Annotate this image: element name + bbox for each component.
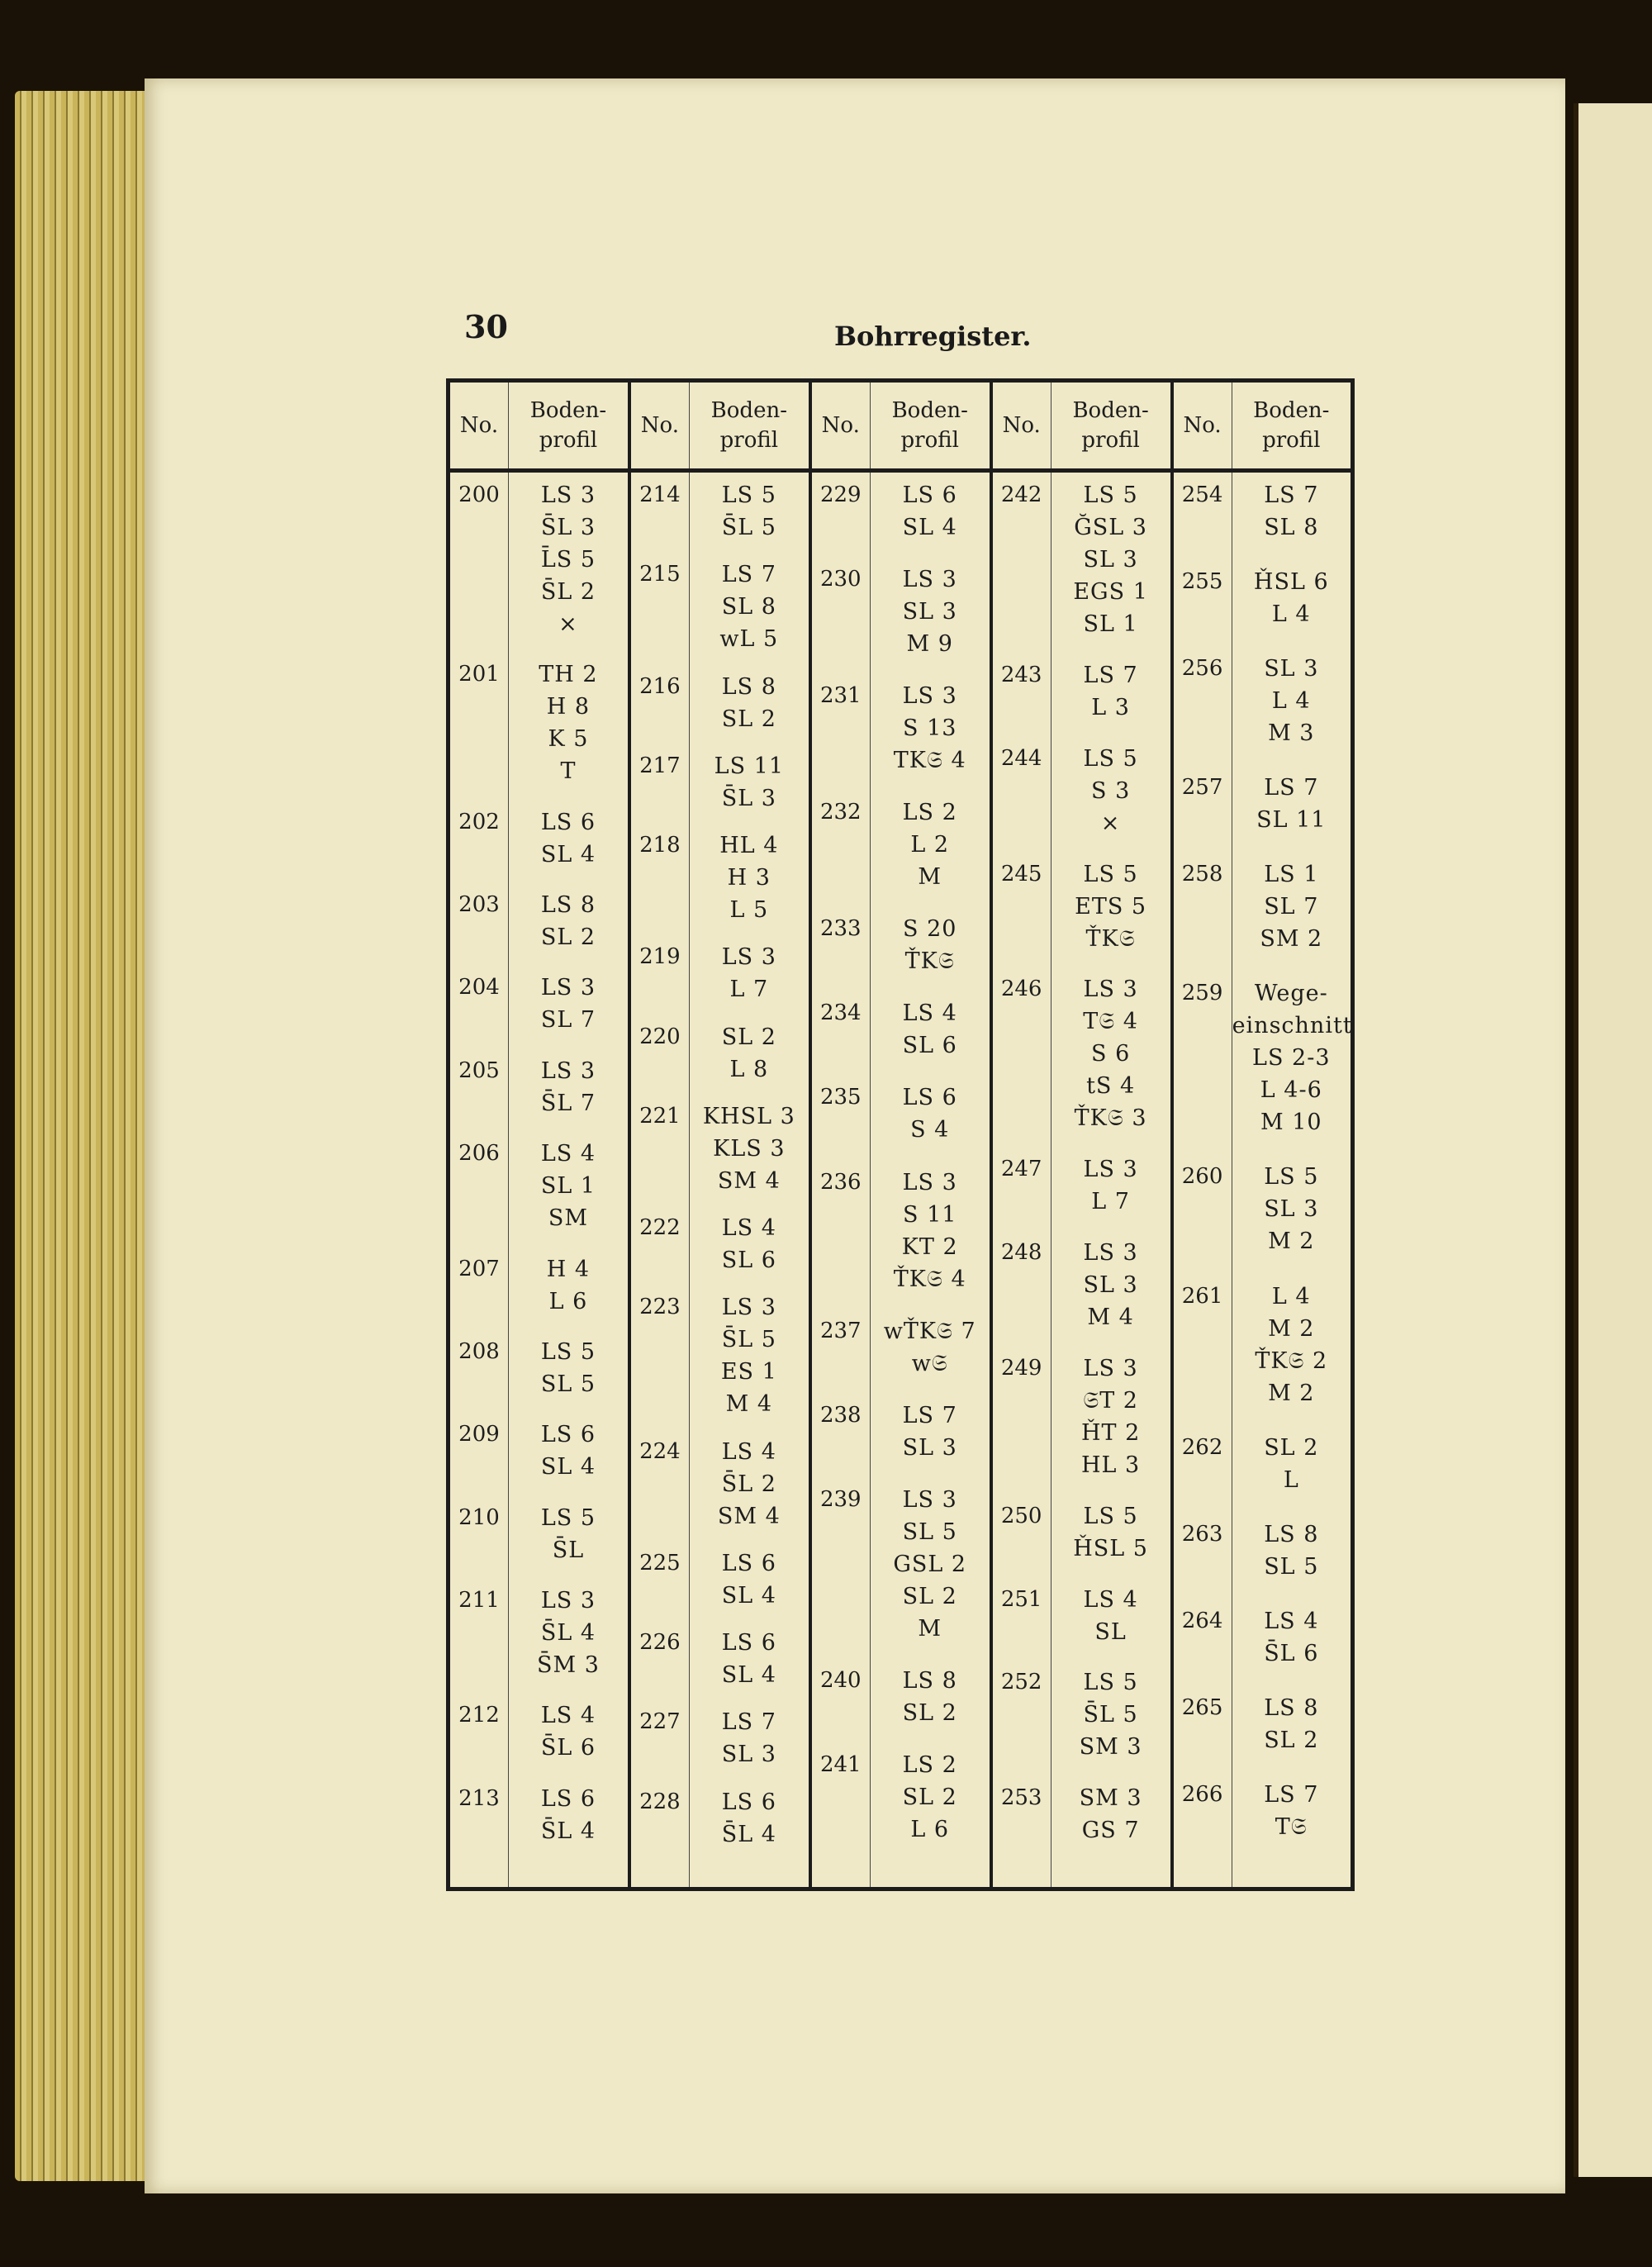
table-header-row [449,381,1353,471]
borehole-number: 259 [1181,981,1223,1006]
soil-layer: SL 3 [902,1434,957,1461]
borehole-number: 235 [819,1085,862,1110]
borehole-number: 216 [639,673,681,699]
soil-layer: M 4 [1087,1305,1134,1330]
borehole-number: 217 [639,753,681,778]
soil-layer: SL 1 [1083,611,1138,637]
soil-layer: S̄L 2 [721,1471,776,1497]
borehole-number: 264 [1181,1608,1223,1633]
soil-layer: LS 6 [540,1785,596,1812]
borehole-number: 248 [1000,1240,1042,1265]
soil-layer: SL 8 [1264,515,1319,540]
soil-layer: M 2 [1268,1315,1315,1342]
soil-layer: EGS 1 [1073,579,1148,605]
borehole-number: 266 [1181,1781,1223,1807]
soil-layer: LS 8 [1264,1521,1319,1547]
borehole-number: 253 [1000,1785,1042,1811]
soil-layer: LS 3 [540,1057,596,1084]
borehole-number: 206 [458,1141,500,1167]
soil-layer: ŤK𝔖 [1085,925,1136,952]
soil-layer: M 2 [1268,1380,1315,1406]
soil-layer: LS 5 [721,482,776,508]
borehole-number: 221 [639,1103,681,1129]
soil-layer: LS 5 [1083,1503,1138,1529]
borehole-number: 224 [639,1438,681,1464]
soil-layer: S̄L 3 [721,785,776,811]
soil-layer: LS 7 [1083,662,1138,688]
soil-layer: LS 5 [1083,482,1138,508]
soil-layer: SL 3 [721,1742,776,1768]
profile-column [1051,471,1171,1889]
soil-layer: M 2 [1268,1229,1315,1255]
soil-layer: T𝔖 [1275,1813,1308,1840]
soil-layer: LS 7 [902,1402,957,1428]
soil-layer: SL 7 [1264,894,1319,920]
soil-layer: LS 7 [721,562,776,588]
soil-layer: LS 6 [721,1550,776,1576]
borehole-number: 213 [458,1785,500,1811]
soil-layer: LS 6 [721,1789,776,1815]
borehole-number: 225 [639,1550,681,1575]
soil-layer: LS 5 [540,1504,596,1531]
borehole-number: 212 [458,1703,500,1728]
no-column [449,471,509,1889]
borehole-number: 219 [639,944,681,970]
soil-layer: LS 5 [1083,745,1138,772]
soil-layer: LS 4 [721,1215,776,1242]
borehole-number: 220 [639,1024,681,1049]
borehole-number: 251 [1000,1586,1042,1612]
soil-layer: S̄L 3 [540,515,596,540]
soil-layer: SL 2 [902,1699,957,1726]
soil-layer: LS 5 [1264,1164,1319,1191]
header-profile-line: Boden- [1072,398,1149,423]
soil-layer: LS 4 [540,1141,596,1167]
soil-layer: GSL 2 [893,1551,967,1577]
soil-layer: M [918,1615,942,1642]
soil-layer: LS 7 [1264,1781,1319,1808]
soil-layer: SL 2 [902,1784,957,1810]
soil-layer: S 13 [903,715,957,742]
borehole-number: 236 [819,1169,862,1195]
soil-layer: L 8 [729,1056,769,1082]
soil-layer: SL 3 [1083,1272,1138,1298]
soil-layer: LS 4 [902,1000,957,1027]
soil-layer: w𝔖 [911,1350,948,1376]
soil-layer: LS 7 [1264,775,1319,801]
borehole-number: 247 [1000,1157,1042,1182]
borehole-number: 215 [639,562,681,587]
soil-layer: LS 3 [902,1169,957,1195]
soil-layer: LS 7 [721,1709,776,1736]
borehole-number: 229 [819,482,862,507]
soil-layer: SL 2 [1264,1434,1319,1461]
soil-layer: L 3 [1091,694,1130,720]
soil-layer: LS 3 [1083,977,1138,1003]
soil-layer: L̄S 5 [540,547,596,573]
borehole-number: 222 [639,1215,681,1241]
soil-layer: LS 2-3 [1252,1045,1331,1072]
soil-layer: KHSL 3 [702,1103,795,1129]
soil-layer: wL 5 [719,626,779,653]
borehole-number: 211 [458,1587,500,1613]
soil-layer: S̄L 6 [540,1735,596,1761]
soil-layer: 𝔖T 2 [1083,1387,1138,1414]
soil-layer: H 8 [546,694,591,720]
soil-layer: LS 6 [721,1630,776,1656]
header-profile-line: profil [1262,428,1321,453]
no-column [629,471,690,1889]
borehole-number: 255 [1181,569,1223,595]
borehole-number: 210 [458,1504,500,1530]
soil-layer: LS 8 [540,892,596,919]
borehole-number: 260 [1181,1164,1223,1190]
soil-layer: L 4-6 [1260,1077,1322,1104]
borehole-number: 202 [458,809,500,834]
header-profile [870,381,990,471]
soil-layer: LS 3 [902,683,957,710]
soil-layer: L 6 [548,1288,588,1314]
soil-layer: LS 3 [1083,1157,1138,1183]
soil-layer: S 20 [903,916,957,943]
soil-layer: LS 11 [714,753,785,779]
soil-layer: SL 3 [1264,656,1319,682]
borehole-number: 237 [819,1318,862,1343]
soil-layer: SL 11 [1256,807,1327,834]
borehole-number: 265 [1181,1694,1223,1720]
soil-layer: L 2 [910,832,950,858]
soil-layer: M [918,864,942,891]
soil-layer: ŤK𝔖 4 [893,1266,966,1292]
soil-layer: LS 3 [902,1486,957,1513]
soil-layer: S 6 [1090,1041,1131,1067]
profile-column [1232,471,1352,1889]
soil-layer: SL 6 [721,1248,776,1274]
soil-layer: wŤK𝔖 7 [883,1318,976,1344]
borehole-number: 232 [819,800,862,825]
borehole-number: 226 [639,1630,681,1656]
borehole-number: 258 [1181,862,1223,887]
soil-layer: SL 5 [1264,1553,1319,1580]
header-no: No. [991,381,1051,471]
soil-layer: M 4 [725,1391,773,1418]
soil-layer: LS 4 [721,1438,776,1465]
soil-layer: LS 6 [540,809,596,835]
borehole-number: 254 [1181,482,1223,507]
header-profile-line: profil [900,428,959,453]
soil-layer: ES 1 [720,1359,777,1385]
soil-layer: LS 3 [540,1587,596,1614]
borehole-number: 234 [819,1000,862,1026]
header-no: No. [810,381,871,471]
running-head: Bohrregister. [834,321,1032,352]
soil-layer: SL 6 [902,1033,957,1059]
soil-layer: S 11 [903,1201,957,1228]
soil-layer: LS 3 [540,482,596,508]
borehole-number: 203 [458,892,500,918]
borehole-number: 245 [1000,861,1042,886]
header-profile-line: Boden- [1253,398,1330,423]
no-column [991,471,1051,1889]
no-column [1172,471,1232,1889]
borehole-number: 233 [819,916,862,942]
soil-layer: SL 3 [1083,547,1138,573]
soil-layer: LS 8 [1264,1694,1319,1721]
soil-layer: L 7 [729,977,769,1003]
soil-layer: H 4 [546,1256,591,1282]
soil-layer: S̄L 4 [540,1818,596,1844]
soil-layer: SL 4 [540,841,596,867]
soil-layer: SM 3 [1079,1734,1142,1761]
borehole-number: 209 [458,1422,500,1447]
soil-layer: L 4 [1271,601,1311,628]
borehole-number: 240 [819,1667,862,1693]
soil-layer: LS 2 [902,1751,957,1778]
soil-layer: ĞSL 3 [1074,515,1147,540]
header-profile-line: profil [1081,428,1140,453]
borehole-number: 223 [639,1295,681,1320]
soil-layer: L 7 [1091,1189,1130,1215]
soil-layer: SL 2 [540,924,596,951]
soil-layer: × [1100,810,1121,836]
soil-layer: ȞSL 6 [1253,569,1329,596]
soil-layer: × [558,611,578,637]
soil-layer: LS 4 [1083,1586,1138,1613]
borehole-number: 218 [639,833,681,858]
facing-page-edge [1574,103,1652,2177]
soil-layer: SL 3 [1264,1196,1319,1223]
soil-layer: LS 6 [902,1085,957,1111]
soil-layer: KT 2 [901,1233,958,1260]
soil-layer: L [1283,1466,1299,1493]
soil-layer: LS 7 [1264,482,1319,508]
soil-layer: T [560,758,577,785]
soil-layer: HL 4 [719,833,779,859]
soil-layer: SM 4 [717,1167,781,1194]
borehole-number: 200 [458,482,500,507]
borehole-number: 228 [639,1789,681,1814]
borehole-number: 230 [819,567,862,592]
soil-layer: SL [1094,1618,1127,1645]
soil-layer: LS 6 [902,482,957,508]
borehole-number: 208 [458,1338,500,1364]
soil-layer: SL 7 [540,1007,596,1034]
soil-layer: TK𝔖 4 [893,748,966,774]
header-profile [689,381,809,471]
soil-layer: SL 1 [540,1173,596,1200]
soil-layer: LS 4 [540,1703,596,1729]
header-profile-line: Boden- [891,398,968,423]
soil-layer: LS 3 [1083,1355,1138,1381]
borehole-number: 201 [458,662,500,687]
soil-layer: L 5 [729,897,769,924]
borehole-number: 231 [819,683,862,709]
soil-layer: LS 2 [902,800,957,826]
borehole-number: 257 [1181,775,1223,801]
soil-layer: ȞSL 5 [1073,1535,1148,1561]
soil-layer: LS 3 [902,567,957,593]
borehole-number: 262 [1181,1434,1223,1460]
soil-layer: K 5 [548,726,589,753]
borehole-number: 207 [458,1256,500,1281]
soil-layer: LS 5 [540,1338,596,1365]
borehole-number: 246 [1000,977,1042,1002]
soil-layer: S̄L 2 [540,579,596,605]
soil-layer: SL 5 [902,1518,957,1545]
soil-layer: LS 3 [721,1295,776,1321]
soil-layer: L 6 [910,1816,950,1842]
borehole-register-table [446,378,1355,1891]
borehole-number: 214 [639,482,681,507]
borehole-number: 263 [1181,1521,1223,1547]
soil-layer: LS 3 [1083,1240,1138,1266]
soil-layer: SL 3 [902,599,957,625]
soil-layer: TH 2 [539,662,598,688]
soil-layer: M 9 [906,631,953,658]
profile-column [509,471,629,1889]
borehole-number: 242 [1000,482,1042,507]
soil-layer: T𝔖 4 [1083,1009,1138,1035]
soil-layer: LS 8 [721,673,776,700]
soil-layer: tS 4 [1086,1073,1136,1100]
soil-layer: M 3 [1268,720,1315,747]
header-profile-line: profil [539,428,598,453]
soil-layer: ŤK𝔖 3 [1074,1105,1147,1132]
borehole-number: 238 [819,1402,862,1428]
soil-layer: S̄L 4 [721,1821,776,1847]
soil-layer: S̄L 6 [1264,1640,1319,1666]
soil-layer: SM [548,1205,589,1232]
soil-layer: einschnitt [1232,1013,1353,1039]
borehole-number: 252 [1000,1670,1042,1695]
table-body-row [449,471,1353,1889]
soil-layer: LS 3 [540,975,596,1001]
header-no: No. [1172,381,1232,471]
soil-layer: S 3 [1090,777,1131,804]
soil-layer: SL 2 [1264,1727,1319,1753]
borehole-number: 205 [458,1057,500,1083]
borehole-number: 250 [1000,1503,1042,1528]
soil-layer: S̄L [552,1537,585,1563]
soil-layer: SL 2 [721,706,776,732]
borehole-number: 244 [1000,745,1042,771]
soil-layer: S̄L 5 [1083,1702,1138,1728]
soil-layer: ŤK𝔖 2 [1255,1347,1328,1374]
soil-layer: SL 2 [902,1583,957,1609]
profile-column [689,471,809,1889]
book-page-edges [15,91,155,2181]
soil-layer: SL 4 [902,515,957,540]
soil-layer: S̄L 4 [540,1619,596,1646]
soil-layer: SL 4 [721,1662,776,1689]
header-profile [509,381,629,471]
soil-layer: LS 3 [721,944,776,971]
soil-layer: LS 5 [1083,1670,1138,1696]
soil-layer: GS 7 [1081,1818,1140,1844]
soil-layer: L 4 [1271,1283,1311,1309]
page-number: 30 [464,308,508,345]
header-profile [1051,381,1171,471]
soil-layer: Wege- [1254,981,1328,1007]
soil-layer: SL 5 [540,1371,596,1397]
soil-layer: SL 8 [721,594,776,620]
borehole-number: 227 [639,1709,681,1735]
soil-layer: HL 3 [1080,1452,1141,1478]
header-no: No. [449,381,509,471]
soil-layer: L 4 [1271,688,1311,715]
header-profile [1232,381,1352,471]
soil-layer: S̄L 5 [721,515,776,540]
header-no: No. [629,381,690,471]
soil-layer: LS 5 [1083,861,1138,887]
soil-layer: SL 4 [721,1582,776,1609]
soil-layer: S 4 [910,1117,950,1143]
borehole-number: 261 [1181,1283,1223,1309]
header-profile-line: Boden- [529,398,607,423]
soil-layer: S̄L 7 [540,1090,596,1116]
soil-layer: SL 2 [721,1024,776,1050]
borehole-number: 241 [819,1751,862,1777]
borehole-number: 243 [1000,662,1042,687]
soil-layer: H 3 [727,865,771,891]
soil-layer: SM 2 [1260,926,1323,953]
soil-layer: SM 4 [717,1503,781,1529]
profile-column [870,471,990,1889]
soil-layer: S̄M 3 [536,1652,600,1678]
soil-layer: LS 4 [1264,1608,1319,1634]
soil-layer: ŤK𝔖 [904,948,955,975]
borehole-number: 204 [458,975,500,1000]
header-profile-line: Boden- [710,398,787,423]
soil-layer: SL 4 [540,1454,596,1480]
soil-layer: LS 1 [1264,862,1319,888]
borehole-number: 256 [1181,656,1223,682]
soil-layer: S̄L 5 [721,1327,776,1353]
borehole-number: 239 [819,1486,862,1512]
soil-layer: LS 6 [540,1422,596,1448]
soil-layer: SM 3 [1079,1785,1142,1812]
soil-layer: LS 8 [902,1667,957,1694]
soil-layer: ETS 5 [1075,893,1147,920]
no-column [810,471,871,1889]
header-profile-line: profil [719,428,779,453]
soil-layer: M 10 [1260,1110,1322,1136]
soil-layer: ȞT 2 [1080,1419,1141,1446]
soil-layer: KLS 3 [713,1135,786,1162]
borehole-number: 249 [1000,1355,1042,1381]
